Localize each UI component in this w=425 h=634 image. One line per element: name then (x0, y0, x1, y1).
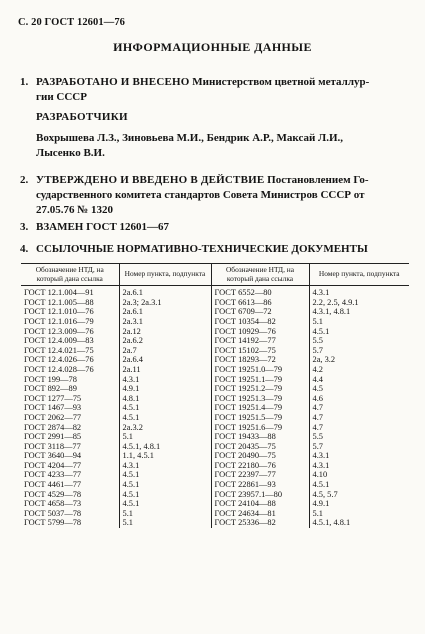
ntd-designation-cell: ГОСТ 199—78 (21, 375, 119, 385)
ntd-designation-cell: ГОСТ 19251.3—79 (211, 394, 309, 404)
section-lead: РАЗРАБОТАНО И ВНЕСЕНО (36, 76, 190, 88)
clause-number-cell: 2а.3.2 (119, 423, 211, 433)
ntd-designation-cell: ГОСТ 14192—77 (211, 336, 309, 346)
column-header: Обозначение НТД, на который дана ссылка (21, 264, 119, 286)
ntd-designation-cell: ГОСТ 5799—78 (21, 518, 119, 528)
section-number: 1. (20, 76, 29, 88)
section-references (20, 242, 368, 257)
ntd-designation-cell: ГОСТ 3640—94 (21, 451, 119, 461)
clause-number-cell: 2а.6.4 (119, 355, 211, 365)
ntd-designation-cell: ГОСТ 12.4.009—83 (21, 336, 119, 346)
ntd-designation-cell: ГОСТ 3118—77 (21, 442, 119, 452)
ntd-designation-cell: ГОСТ 892—89 (21, 384, 119, 394)
ntd-designation-cell: ГОСТ 12.4.026—76 (21, 355, 119, 365)
clause-number-cell: 1.1, 4.5.1 (119, 451, 211, 461)
clause-number-cell: 4.9.1 (119, 384, 211, 394)
table-row (21, 413, 409, 423)
ntd-designation-cell: ГОСТ 22180—76 (211, 461, 309, 471)
ntd-designation-cell: ГОСТ 2991—85 (21, 432, 119, 442)
table-body (21, 286, 409, 528)
section-text: Министерством цветной металлур- (192, 76, 370, 88)
ntd-designation-cell: ГОСТ 12.1.010—76 (21, 307, 119, 317)
clause-number-cell: 4.7 (312, 412, 323, 422)
ntd-designation-cell: ГОСТ 4658—73 (21, 499, 119, 509)
section-approved (20, 173, 410, 218)
section-text: ВЗАМЕН ГОСТ 12601—67 (36, 221, 170, 233)
clause-number-cell: 5.1 (312, 508, 323, 518)
ntd-designation-cell: ГОСТ 18293—72 (211, 355, 309, 365)
clause-number-cell: 4.5.1 (119, 470, 211, 480)
table-row (21, 432, 409, 442)
page-header: С. 20 ГОСТ 12601—76 (18, 17, 126, 28)
table-row (21, 336, 409, 346)
ntd-designation-cell: ГОСТ 19251.5—79 (211, 413, 309, 423)
clause-number-cell: 2а, 3.2 (312, 355, 336, 365)
section-replaces (20, 220, 169, 235)
clause-number-cell: 4.5.1 (119, 499, 211, 509)
ntd-designation-cell: ГОСТ 6709—72 (211, 307, 309, 317)
clause-number-cell: 5.7 (312, 441, 323, 451)
clause-number-cell: 4.3.1 (119, 375, 211, 385)
clause-number-cell: 4.4 (312, 374, 323, 384)
clause-number-cell: 2а.3.1 (119, 317, 211, 327)
clause-number-cell: 2а.3; 2а.3.1 (119, 298, 211, 308)
clause-number-cell: 4.7 (312, 422, 323, 432)
ntd-designation-cell: ГОСТ 19251.1—79 (211, 375, 309, 385)
ntd-designation-cell: ГОСТ 12.1.005—88 (21, 298, 119, 308)
table-row (21, 317, 409, 327)
clause-number-cell: 4.9.1 (312, 499, 330, 509)
clause-number-cell: 2а.7 (119, 346, 211, 356)
section-lead: УТВЕРЖДЕНО И ВВЕДЕНО В ДЕЙСТВИЕ (36, 174, 265, 186)
ntd-designation-cell: ГОСТ 19251.0—79 (211, 365, 309, 375)
ntd-designation-cell: ГОСТ 20435—75 (211, 442, 309, 452)
clause-number-cell: 2а.6.1 (119, 307, 211, 317)
clause-number-cell: 5.1 (119, 518, 211, 528)
clause-number-cell: 2а.6.1 (119, 286, 211, 298)
ntd-designation-cell: ГОСТ 6613—86 (211, 298, 309, 308)
clause-number-cell: 2а.11 (119, 365, 211, 375)
clause-number-cell: 4.5.1 (119, 413, 211, 423)
clause-number-cell: 4.6 (312, 393, 323, 403)
table-row (21, 327, 409, 337)
section-text-continuation: сударственного комитета стандартов Совета Министров СССР от (36, 189, 365, 201)
ntd-designation-cell: ГОСТ 6552—80 (211, 286, 309, 298)
section-number: 4. (20, 243, 29, 255)
ntd-designation-cell: ГОСТ 12.1.016—79 (21, 317, 119, 327)
section-text-continuation: 27.05.76 № 1320 (36, 204, 114, 216)
table-row (21, 490, 409, 500)
ntd-designation-cell: ГОСТ 12.3.009—76 (21, 327, 119, 337)
clause-number-cell: 4.5 (312, 384, 323, 394)
clause-number-cell: 4.3.1 (119, 461, 211, 471)
clause-number-cell: 4.5.1 (312, 326, 330, 336)
table-row (21, 394, 409, 404)
ntd-designation-cell: ГОСТ 2874—82 (21, 423, 119, 433)
ntd-designation-cell: ГОСТ 23957.1—80 (211, 490, 309, 500)
clause-number-cell: 5.7 (312, 345, 323, 355)
table-row (21, 499, 409, 509)
ntd-designation-cell: ГОСТ 19433—88 (211, 432, 309, 442)
clause-number-cell: 4.5.1 (119, 480, 211, 490)
table-row (21, 509, 409, 519)
table-row (21, 470, 409, 480)
table-row (21, 518, 409, 528)
ntd-designation-cell: ГОСТ 19251.2—79 (211, 384, 309, 394)
ntd-designation-cell: ГОСТ 25336—82 (211, 518, 309, 528)
clause-number-cell: 5.5 (312, 432, 323, 442)
ntd-designation-cell: ГОСТ 15102—75 (211, 346, 309, 356)
ntd-designation-cell: ГОСТ 5037—78 (21, 509, 119, 519)
clause-number-cell: 5.1 (119, 509, 211, 519)
table-row (21, 355, 409, 365)
table-row (21, 365, 409, 375)
ntd-designation-cell: ГОСТ 22397—77 (211, 470, 309, 480)
clause-number-cell: 4.7 (312, 403, 323, 413)
table-row (21, 298, 409, 308)
clause-number-cell: 4.5, 5.7 (312, 489, 338, 499)
ntd-designation-cell: ГОСТ 24104—88 (211, 499, 309, 509)
section-number: 2. (20, 174, 29, 186)
section-text: ССЫЛОЧНЫЕ НОРМАТИВНО-ТЕХНИЧЕСКИЕ ДОКУМЕНТЫ (36, 243, 368, 255)
ntd-designation-cell: ГОСТ 10354—82 (211, 317, 309, 327)
column-header: Обозначение НТД, на который дана ссылка (211, 264, 309, 286)
clause-number-cell: 2а.12 (119, 327, 211, 337)
clause-number-cell: 4.5.1 (119, 490, 211, 500)
table-row (21, 346, 409, 356)
clause-number-cell: 4.5.1 (312, 480, 330, 490)
developers-heading: РАЗРАБОТЧИКИ (36, 111, 128, 123)
clause-number-cell: 4.3.1 (312, 288, 330, 298)
references-table (21, 263, 409, 528)
ntd-designation-cell: ГОСТ 4461—77 (21, 480, 119, 490)
column-header: Номер пункта, подпункта (119, 264, 211, 286)
column-header: Номер пункта, подпункта (309, 264, 409, 286)
ntd-designation-cell: ГОСТ 22861—93 (211, 480, 309, 490)
ntd-designation-cell: ГОСТ 12.4.021—75 (21, 346, 119, 356)
table-row (21, 451, 409, 461)
table-row (21, 375, 409, 385)
table-row (21, 461, 409, 471)
table-row (21, 384, 409, 394)
table-row (21, 307, 409, 317)
ntd-designation-cell: ГОСТ 10929—76 (211, 327, 309, 337)
clause-number-cell: 4.8.1 (119, 394, 211, 404)
section-text: Постановлением Го- (267, 174, 369, 186)
table-header-row (21, 264, 409, 286)
developers-line: Вохрышева Л.З., Зиновьева М.И., Бендрик А.Р., Максай Л.И., (36, 132, 344, 144)
section-text-continuation: гии СССР (36, 91, 87, 103)
clause-number-cell: 4.5.1 (119, 403, 211, 413)
page-title: ИНФОРМАЦИОННЫЕ ДАННЫЕ (113, 40, 312, 54)
clause-number-cell: 4.3.1, 4.8.1 (312, 307, 351, 317)
section-developed (20, 75, 405, 105)
ntd-designation-cell: ГОСТ 4529—78 (21, 490, 119, 500)
clause-number-cell: 4.5.1, 4.8.1 (312, 518, 351, 528)
ntd-designation-cell: ГОСТ 1277—75 (21, 394, 119, 404)
clause-number-cell: 4.5.1, 4.8.1 (119, 442, 211, 452)
table-row (21, 442, 409, 452)
table-row (21, 403, 409, 413)
clause-number-cell: 2.2, 2.5, 4.9.1 (312, 297, 359, 307)
clause-number-cell: 5.5 (312, 336, 323, 346)
clause-number-cell: 4.3.1 (312, 451, 330, 461)
ntd-designation-cell: ГОСТ 4233—77 (21, 470, 119, 480)
clause-number-cell: 4.10 (312, 470, 328, 480)
clause-number-cell: 5.1 (312, 316, 323, 326)
ntd-designation-cell: ГОСТ 12.1.004—91 (21, 286, 119, 298)
developers-line: Лысенко В.И. (36, 147, 105, 159)
section-number: 3. (20, 221, 29, 233)
clause-number-cell: 4.3.1 (312, 460, 330, 470)
ntd-designation-cell: ГОСТ 19251.6—79 (211, 423, 309, 433)
ntd-designation-cell: ГОСТ 2062—77 (21, 413, 119, 423)
ntd-designation-cell: ГОСТ 1467—93 (21, 403, 119, 413)
table-row (21, 480, 409, 490)
table-row (21, 286, 409, 298)
ntd-designation-cell: ГОСТ 20490—75 (211, 451, 309, 461)
developers-list (36, 131, 406, 161)
clause-number-cell: 5.1 (119, 432, 211, 442)
ntd-designation-cell: ГОСТ 12.4.028—76 (21, 365, 119, 375)
ntd-designation-cell: ГОСТ 19251.4—79 (211, 403, 309, 413)
ntd-designation-cell: ГОСТ 24634—81 (211, 509, 309, 519)
clause-number-cell: 4.2 (312, 364, 323, 374)
ntd-designation-cell: ГОСТ 4204—77 (21, 461, 119, 471)
clause-number-cell: 2а.6.2 (119, 336, 211, 346)
table-row (21, 423, 409, 433)
